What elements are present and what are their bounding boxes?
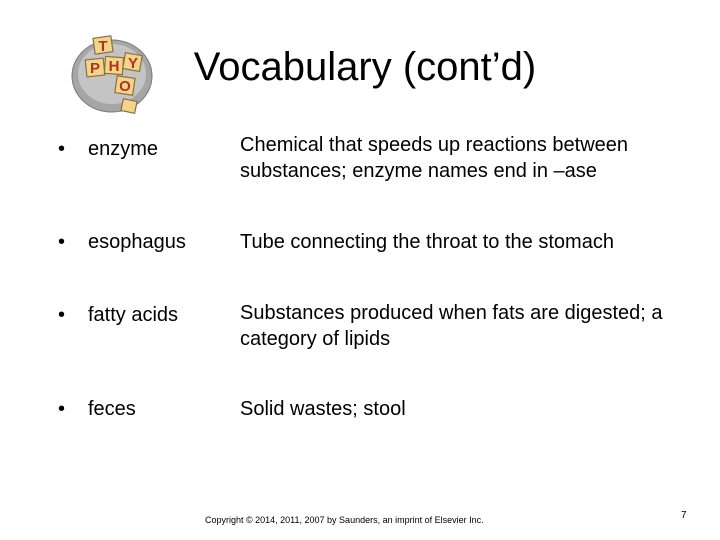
svg-text:Y: Y: [127, 55, 139, 72]
bullet-icon: •: [58, 138, 66, 160]
copyright-footer: Copyright © 2014, 2011, 2007 by Saunders, an imprint of Elsevier Inc.: [205, 515, 484, 525]
definition-enzyme: Chemical that speeds up reactions between substances; enzyme names end in –ase: [240, 134, 629, 182]
svg-text:H: H: [108, 58, 120, 75]
term-enzyme: [58, 136, 158, 162]
svg-text:P: P: [89, 60, 101, 77]
term-label: esophagus: [88, 231, 186, 253]
definition-feces: Solid wastes; stool: [240, 398, 406, 420]
bullet-icon: •: [58, 231, 66, 253]
bullet-icon: •: [58, 304, 66, 326]
term-label: fatty acids: [88, 304, 179, 326]
term-label: enzyme: [88, 138, 159, 160]
bullet-icon: •: [58, 398, 66, 420]
term-feces: [58, 396, 136, 422]
definition-fatty-acids: Substances produced when fats are digested; a category of lipids: [240, 302, 663, 350]
page-number: 7: [681, 510, 687, 521]
svg-text:T: T: [98, 38, 108, 55]
term-label: feces: [88, 398, 136, 420]
definition-esophagus: Tube connecting the throat to the stomach: [240, 231, 614, 253]
slide-title: Vocabulary (cont’d): [193, 45, 537, 89]
term-fatty-acids: [58, 302, 178, 328]
term-esophagus: [58, 229, 186, 255]
svg-text:O: O: [119, 78, 131, 95]
